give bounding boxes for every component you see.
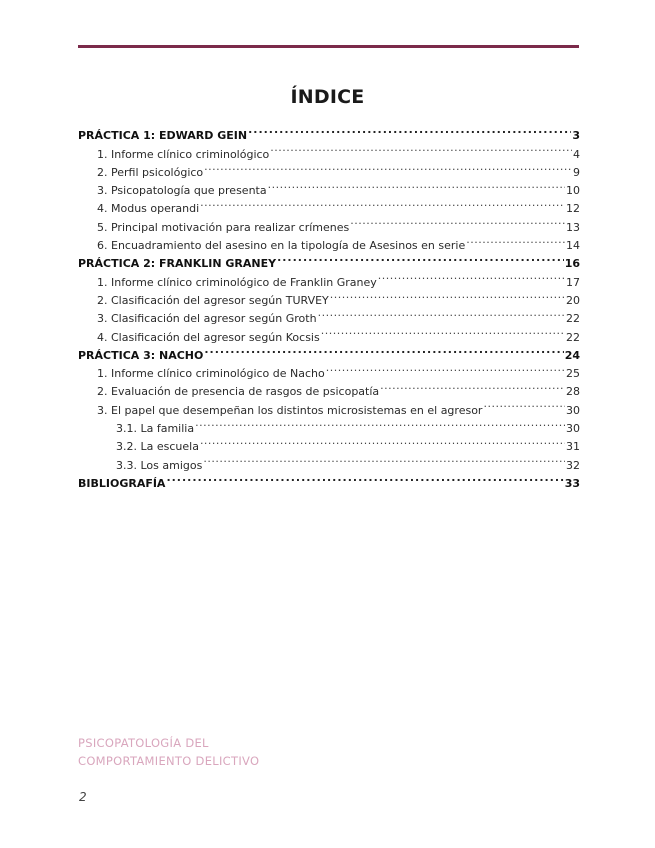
- toc-entry-page: 31: [566, 440, 580, 454]
- page-title: ÍNDICE: [290, 86, 365, 108]
- toc-entry-page: 12: [566, 202, 580, 216]
- toc-entry-label: 3. Clasificación del agresor según Groth: [97, 312, 317, 326]
- toc-entry-label: PRÁCTICA 3: NACHO: [78, 348, 204, 362]
- toc-dot-leader: [268, 176, 565, 194]
- toc-entry-page: 9: [573, 165, 580, 179]
- toc-dot-leader: [200, 194, 565, 212]
- toc-entry-label: 3. El papel que desempeñan los distintos microsistemas en el agresor: [97, 403, 483, 417]
- toc-dot-leader: [321, 322, 565, 340]
- toc-entry-page: 33: [564, 476, 580, 490]
- toc-dot-leader: [204, 158, 572, 176]
- toc-entry-label: 1. Informe clínico criminológico: [97, 147, 270, 161]
- toc-dot-leader: [277, 249, 564, 267]
- footer-title-line-2: COMPORTAMIENTO DELICTIVO: [78, 754, 260, 768]
- toc-entry-page: 10: [566, 184, 580, 198]
- toc-entry-label: 2. Evaluación de presencia de rasgos de psicopatía: [97, 385, 380, 399]
- toc-entry-label: 2. Perfil psicológico: [97, 165, 204, 179]
- toc-dot-leader: [248, 121, 571, 139]
- toc-entry-page: 25: [566, 367, 580, 381]
- toc-entry-page: 22: [566, 312, 580, 326]
- toc-dot-leader: [203, 450, 565, 468]
- page-number: 2: [79, 790, 87, 804]
- toc-entry-label: 6. Encuadramiento del asesino en la tipología de Asesinos en serie: [97, 239, 466, 253]
- toc-dot-leader: [380, 377, 565, 395]
- toc-dot-leader: [195, 414, 565, 432]
- toc-entry-label: BIBLIOGRAFÍA: [78, 476, 166, 490]
- table-of-contents: [78, 121, 580, 490]
- toc-entry-page: 13: [566, 220, 580, 234]
- toc-entry-page: 3: [572, 129, 580, 143]
- toc-entry-label: 4. Clasificación del agresor según Kocsis: [97, 330, 320, 344]
- toc-entry-page: 24: [564, 348, 580, 362]
- toc-entry-page: 30: [566, 422, 580, 436]
- toc-entry-label: PRÁCTICA 1: EDWARD GEIN: [78, 129, 248, 143]
- toc-dot-leader: [466, 231, 565, 249]
- toc-entry-label: 1. Informe clínico criminológico de Nacho: [97, 367, 325, 381]
- toc-entry-page: 22: [566, 330, 580, 344]
- toc-dot-leader: [350, 212, 565, 230]
- footer-title-line-1: PSICOPATOLOGÍA DEL: [78, 736, 209, 750]
- toc-entry-label: 4. Modus operandi: [97, 202, 200, 216]
- footer-course-title: [78, 734, 259, 770]
- toc-entry-page: 4: [573, 147, 580, 161]
- toc-entry-page: 28: [566, 385, 580, 399]
- toc-dot-leader: [166, 469, 563, 487]
- toc-entry-page: 14: [566, 239, 580, 253]
- toc-entry-label: 5. Principal motivación para realizar crímenes: [97, 220, 350, 234]
- toc-entry-label: PRÁCTICA 2: FRANKLIN GRANEY: [78, 257, 277, 271]
- toc-dot-leader: [204, 341, 563, 359]
- toc-entry-label: 3.3. Los amigos: [116, 458, 203, 472]
- toc-entry-label: 2. Clasificación del agresor según TURVEY: [97, 293, 329, 307]
- toc-entry-page: 32: [566, 458, 580, 472]
- toc-entry-page: 16: [564, 257, 580, 271]
- header-rule: [78, 45, 579, 48]
- toc-dot-leader: [270, 139, 572, 157]
- toc-entry-page: 20: [566, 293, 580, 307]
- toc-entry-label: 1. Informe clínico criminológico de Franklin Graney: [97, 275, 377, 289]
- toc-dot-leader: [330, 286, 565, 304]
- toc-entry-label: 3.1. La familia: [116, 422, 195, 436]
- toc-entry-label: 3. Psicopatología que presenta: [97, 184, 267, 198]
- toc-section-entry[interactable]: [78, 121, 580, 143]
- toc-dot-leader: [378, 267, 565, 285]
- toc-entry-page: 17: [566, 275, 580, 289]
- toc-dot-leader: [483, 395, 565, 413]
- toc-dot-leader: [200, 432, 565, 450]
- toc-dot-leader: [326, 359, 565, 377]
- toc-entry-page: 30: [566, 403, 580, 417]
- toc-dot-leader: [318, 304, 565, 322]
- toc-entry-label: 3.2. La escuela: [116, 440, 199, 454]
